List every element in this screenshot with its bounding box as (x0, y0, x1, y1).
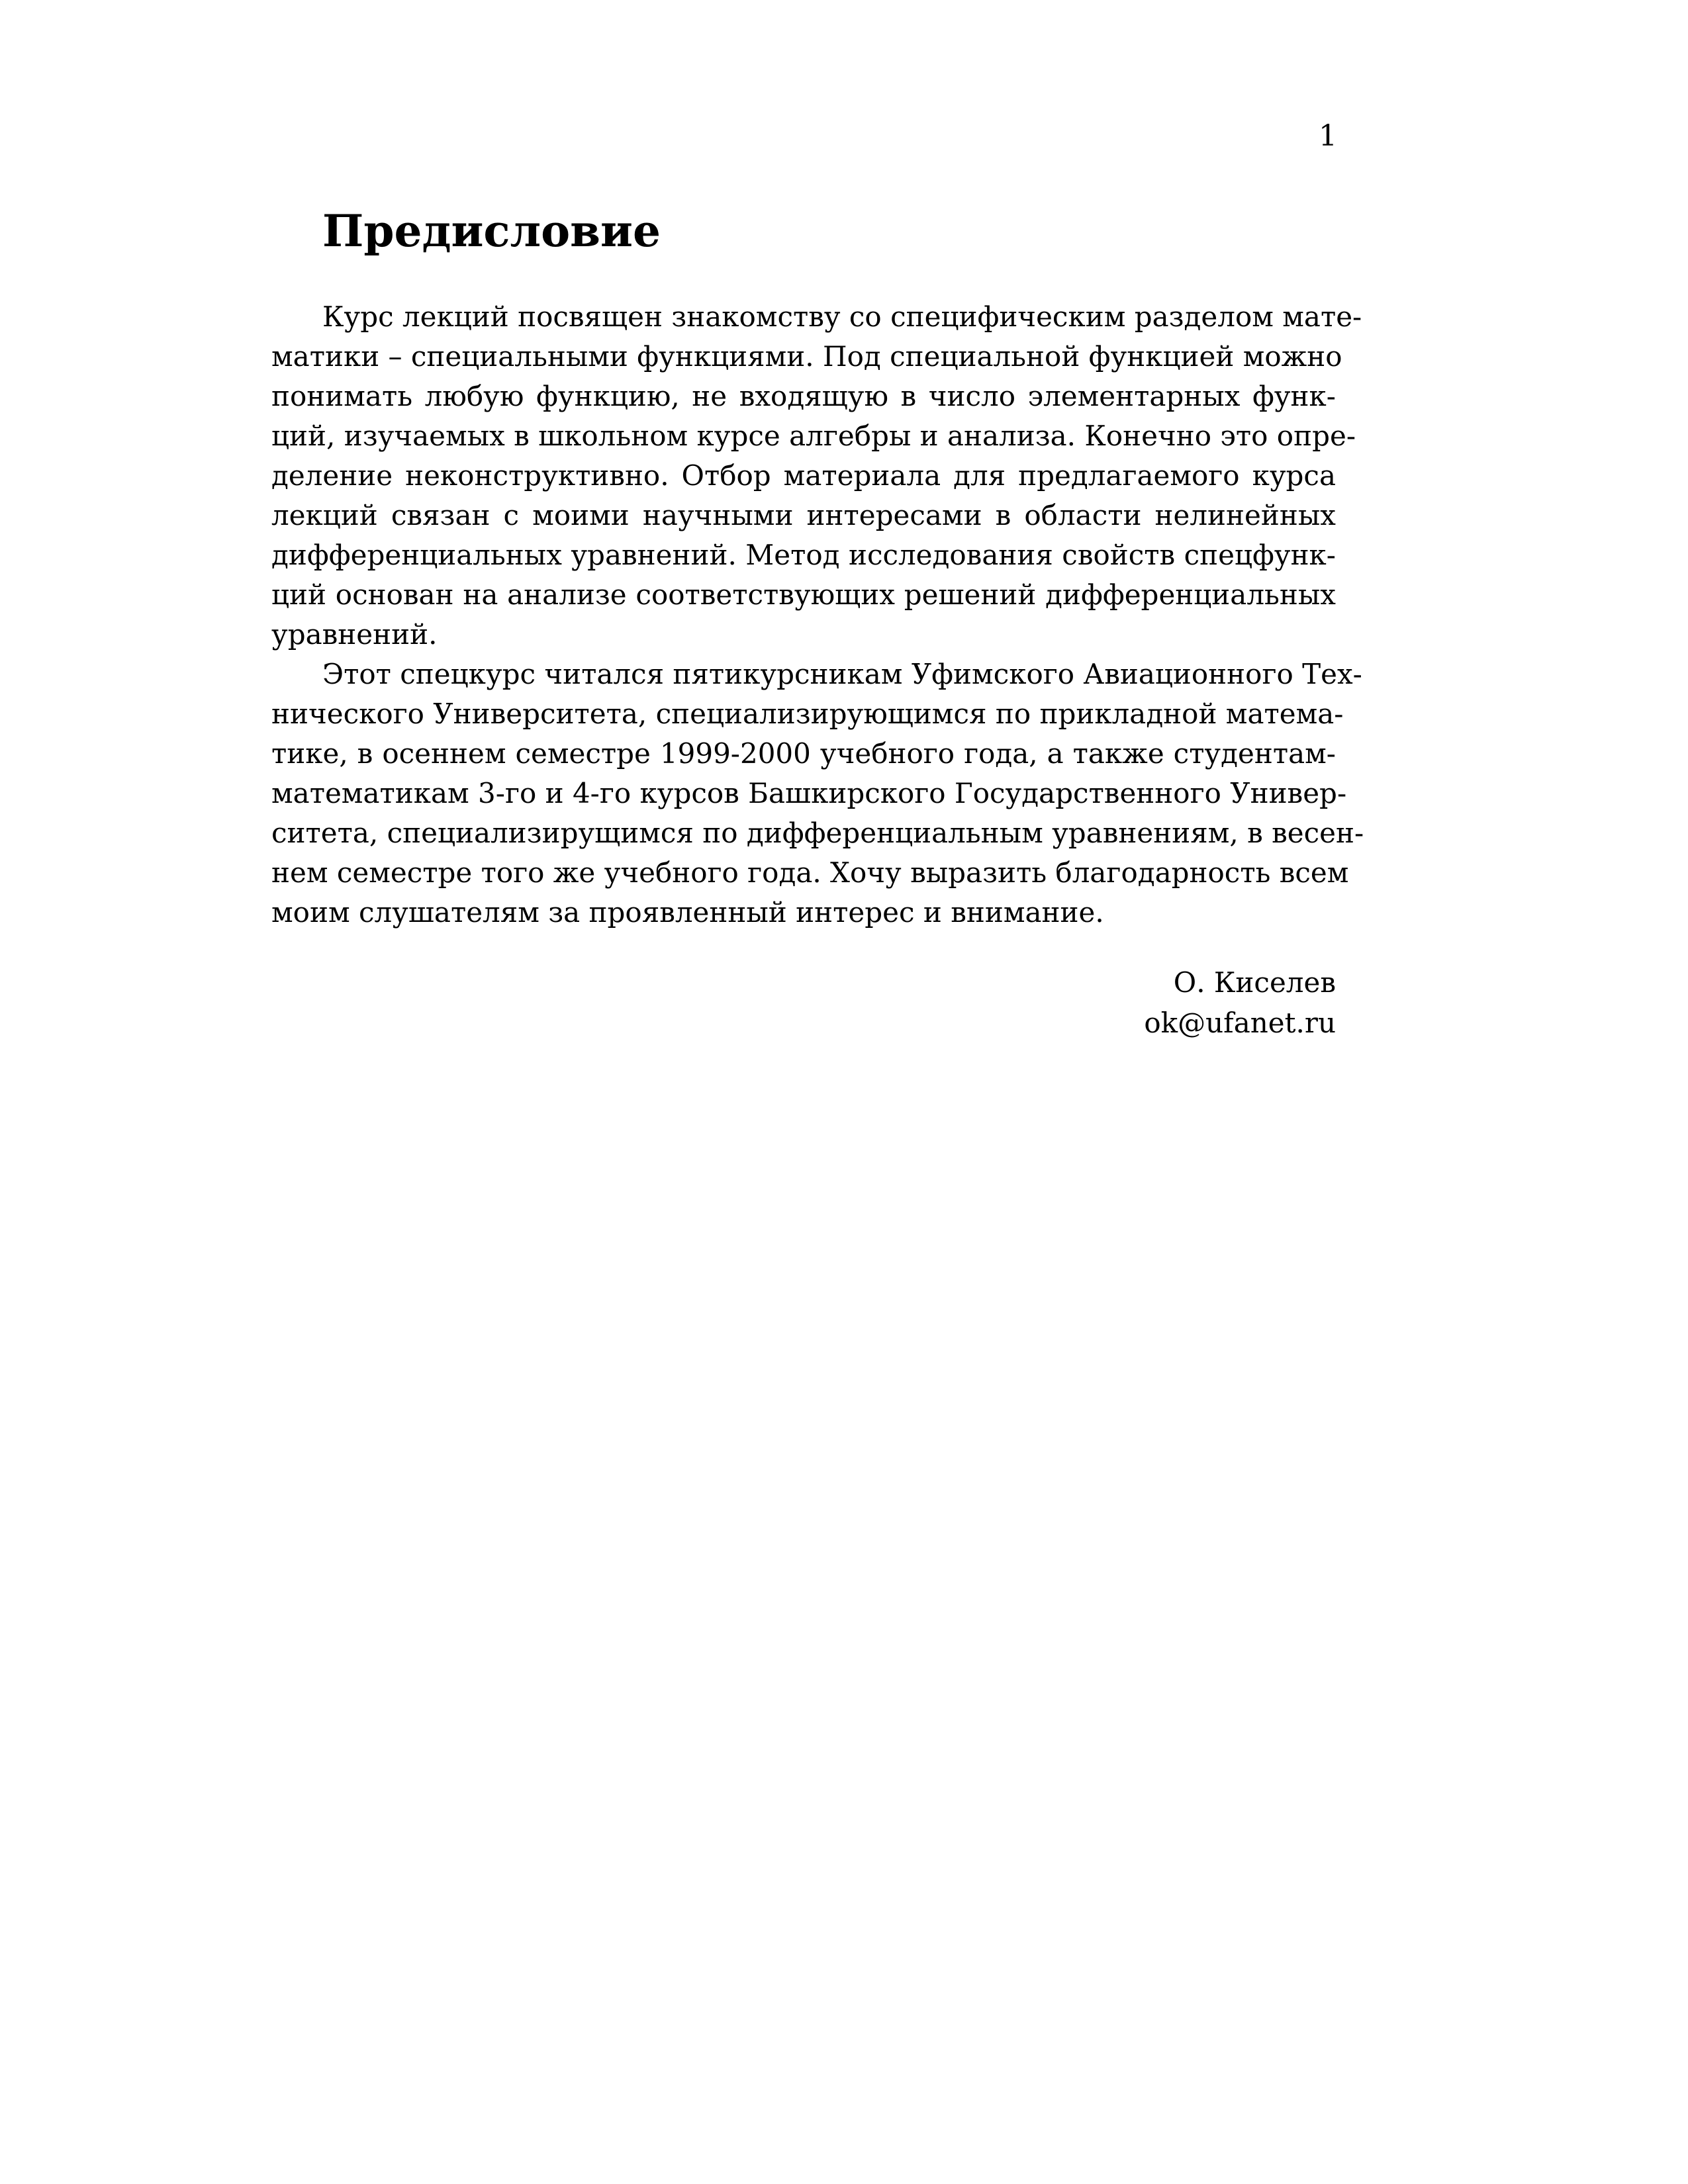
signature-email: ok@ufanet.ru (1144, 1007, 1336, 1039)
text-line: матики – специальными функциями. Под специальной функцией можно (271, 340, 1342, 373)
paragraph-2 (271, 655, 1364, 933)
text-line: ций, изучаемых в школьном курсе алгебры и анализа. Конечно это опре- (271, 420, 1356, 452)
text-line: деление неконструктивно. Отбор материала для предлагаемого курса (271, 459, 1336, 492)
text-line: Курс лекций посвящен знакомству со специфическим разделом мате- (322, 300, 1362, 333)
text-line: нем семестре того же учебного года. Хочу выразить благодарность всем (271, 856, 1349, 889)
page-number: 1 (1319, 119, 1337, 153)
text-line: Этот спецкурс читался пятикурсникам Уфимского Авиационного Тех- (322, 658, 1362, 690)
text-line: ций основан на анализе соответствующих решений дифференциальных (271, 578, 1336, 611)
text-line: тике, в осеннем семестре 1999-2000 учебного года, а также студентам- (271, 737, 1336, 770)
text-line: уравнений. (271, 618, 438, 651)
text-line: ситета, специализирущимся по дифференциальным уравнениям, в весен- (271, 817, 1364, 849)
text-line: понимать любую функцию, не входящую в число элементарных функ- (271, 380, 1336, 412)
text-line: лекций связан с моими научными интересами в области нелинейных (271, 499, 1336, 531)
body-text (271, 297, 1364, 933)
text-line: нического Университета, специализирующимся по прикладной матема- (271, 698, 1344, 730)
text-line: моим слушателям за проявленный интерес и внимание. (271, 896, 1104, 929)
signature-name: О. Киселев (1173, 966, 1336, 999)
paragraph-1 (271, 297, 1362, 655)
text-line: дифференциальных уравнений. Метод исследования свойств спецфунк- (271, 539, 1336, 571)
page-title: Предисловие (322, 205, 661, 257)
text-line: математикам 3-го и 4-го курсов Башкирского Государственного Универ- (271, 777, 1347, 809)
